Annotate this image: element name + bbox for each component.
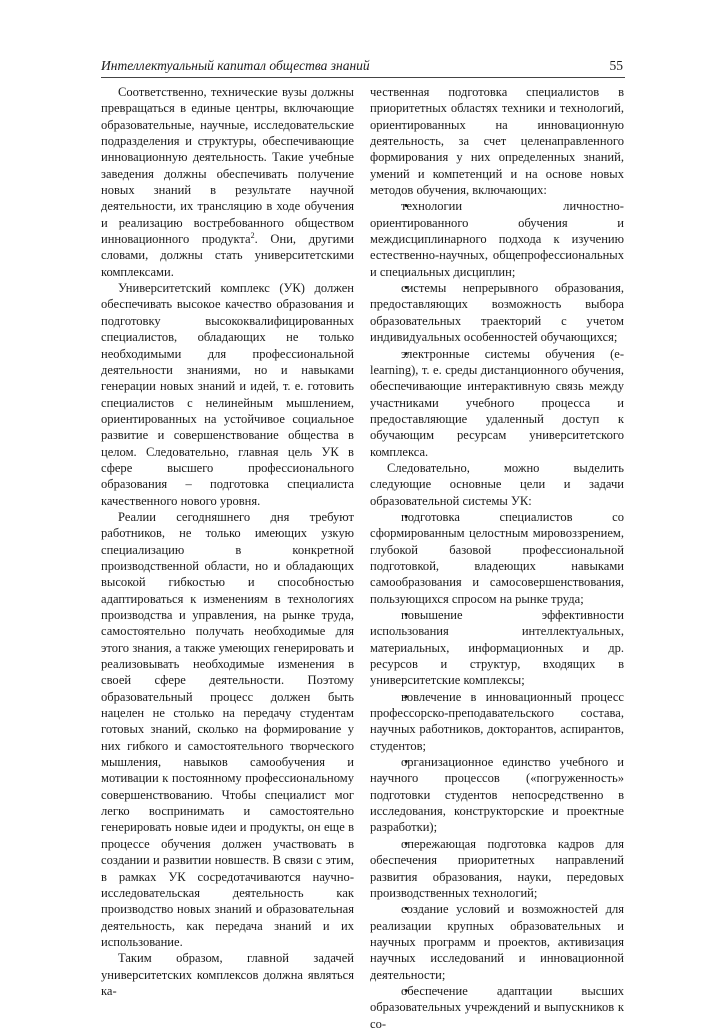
bullet-item: • организационное единство учебного и научного процессов («погруженность» подготовки студентов непосредственно в исследования, конструкторские и проектные разработки); [370,754,624,836]
bullet-item: • создание условий и возможностей для реализации крупных образовательных и научных программ и проектов, активизация научных исследований и инновационной деятельности; [370,901,624,983]
page-number: 55 [609,58,623,73]
bullet-item: • системы непрерывного образования, предоставляющих возможность выбора образовательных траекторий с учетом индивидуальных особенностей обучающихся; [370,280,624,345]
paragraph: Университетский комплекс (УК) должен обеспечивать высокое качество образования и подготовку высококвалифицированных специалистов, обладающих не только необходимыми для профессиональной деятельности знаниями, но и навыками генерации новых знаний и идей, т. е. готовить специалистов с нелинейным мышлением, ориентированных на устойчивое социальное развитие и совершенствование общества в целом. Следовательно, главная цель УК в сфере высшего профессионального образования – подготовка специалиста качественного нового уровня. [101,281,354,508]
bullet-item: • подготовка специалистов со сформированным целостным мировоззрением, глубокой базовой профессиональной подготовкой, владеющих навыками самообразования и самосовершенствования, пользующихся спросом на рынке труда; [370,509,624,607]
bullet-item: • повышение эффективности использования интеллектуальных, материальных, информационных и др. ресурсов и структур, входящих в университетские комплексы; [370,607,624,689]
bullet-item: • электронные системы обучения (e-learning), т. е. среды дистанционного обучения, обеспечивающие интерактивную связь между участниками учебного процесса и предоставляющие удаленный доступ к обучающим ресурсам университетского комплекса. [370,346,624,460]
paragraph: Реалии сегодняшнего дня требуют работников, не только имеющих узкую специализацию в конкретной производственной области, но и обладающих высокой гибкостью и способностью адаптироваться к изменениям в технологиях производства и управления, на рынке труда, самостоятельно получать необходимые для этого знания, а также умеющих генерировать и реализовывать необходимые изменения в своей сфере деятельности. Поэтому образовательный процесс должен быть нацелен не столько на передачу студентам готовых знаний, сколько на формирование у них гибкого и самостоятельного творческого мышления, навыков самообучения и мотивации к постоянному профессиональному совершенствованию. Чтобы специалист мог легко воспринимать и самостоятельно генерировать новые идеи и продукты, он еще в процессе обучения должен участвовать в создании и развитии новшеств. В связи с этим, в рамках УК сосредотачиваются научно-исследовательская деятельность как производство новых знаний и образовательная деятельность, как передача знаний и их использование. [101,509,354,949]
bullet-item: • опережающая подготовка кадров для обеспечения приоритетных направлений развития образования, науки, передовых производственных технологий; [370,836,624,901]
paragraph: Соответственно, технические вузы должны превращаться в единые центры, включающие образовательные, научные, исследовательские подразделения и структуры, обеспечивающие инновационную деятельность. Такие учебные заведения должны обеспечивать получение новых знаний в результате научной деятельности, их трансляцию в ходе обучения и реализацию востребованного обществом инновационного продукта$^2$. Они, другими словами, должны стать университетскими комплексами. [101,85,354,279]
left-column [101,84,354,999]
right-column [370,84,624,1032]
bullet-item: • обеспечение адаптации высших образовательных учреждений и выпускников к со- [370,983,624,1032]
bullet-item: • вовлечение в инновационный процесс профессорско-преподавательского состава, научных работников, докторантов, аспирантов, студентов; [370,689,624,754]
running-title: Интеллектуальный капитал общества знаний [101,58,370,73]
paragraph-continued: чественная подготовка специалистов в приоритетных областях техники и технологий, ориентированных на инновационную деятельность, за счет целенаправленного формирования у них определенных знаний, умений и компетенций и на основе новых методов обучения, включающих: [370,85,624,198]
running-header [101,57,625,78]
paragraph: Следовательно, можно выделить следующие основные цели и задачи образовательной системы УК: [370,460,624,508]
footnote-marker: 2 [250,230,255,240]
bullet-item: • технологии личностно-ориентированного обучения и междисциплинарного подхода к изучению естественно-научных, общепрофессиональных и специальных дисциплин; [370,198,624,280]
paragraph: Таким образом, главной задачей университетских комплексов должна являться ка- [101,951,354,998]
